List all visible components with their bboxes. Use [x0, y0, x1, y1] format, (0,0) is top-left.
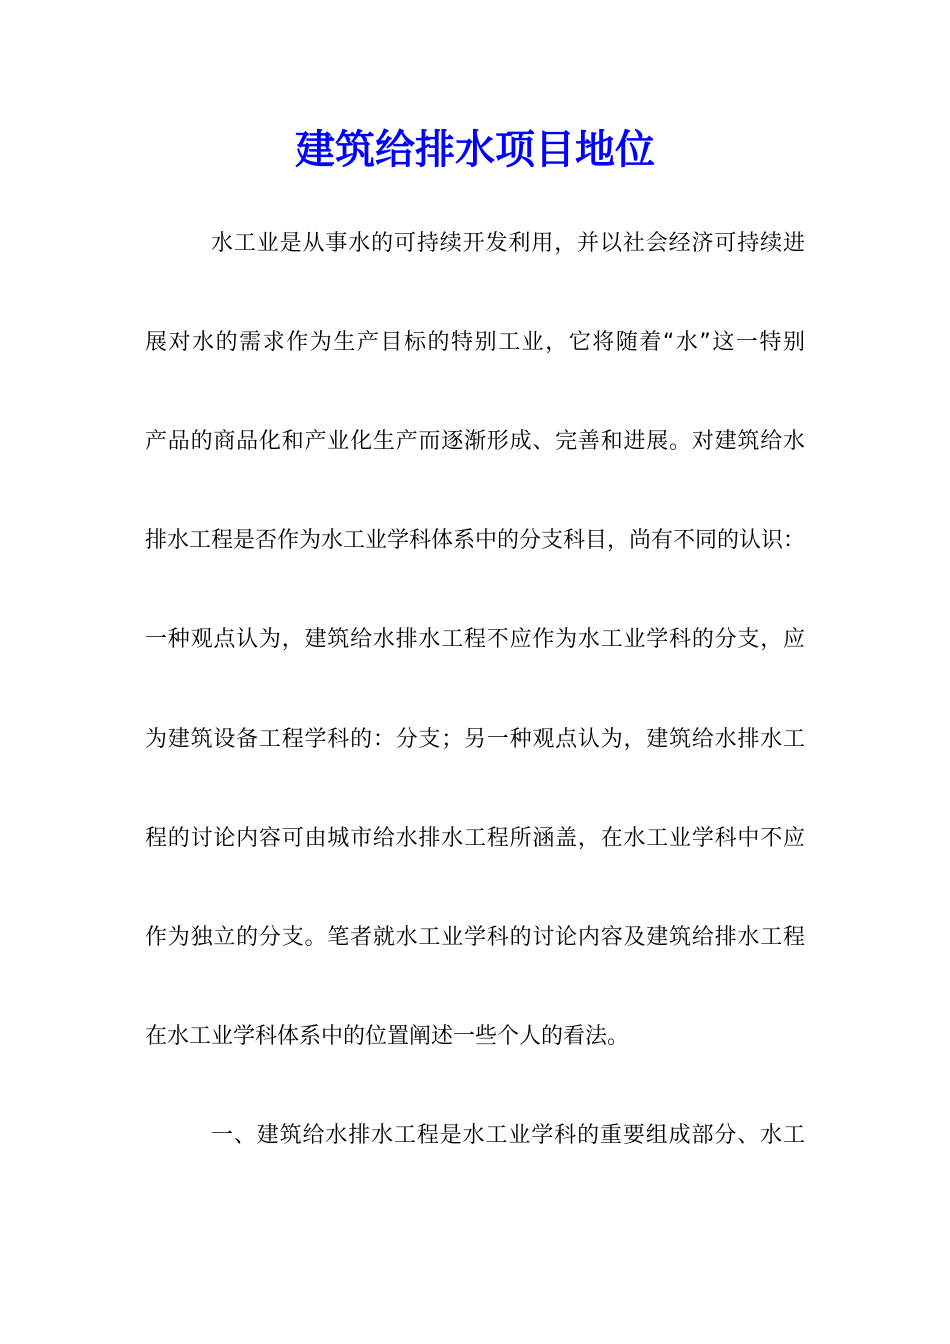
- paragraph-line: 排水工程是否作为水工业学科体系中的分支科目，尚有不同的认识：: [145, 528, 806, 553]
- paragraph-line: 展对水的需求作为生产目标的特别工业，它将随着“水”这一特别: [145, 330, 805, 355]
- paragraph-line: 产品的商品化和产业化生产而逐渐形成、完善和进展。对建筑给水: [145, 429, 805, 454]
- section-heading-line: 一、建筑给水排水工程是水工业学科的重要组成部分、水工: [211, 1123, 805, 1148]
- paragraph-line: 一种观点认为，建筑给水排水工程不应作为水工业学科的分支，应: [145, 627, 805, 652]
- paragraph-line: 在水工业学科体系中的位置阐述一些个人的看法。: [145, 1024, 630, 1049]
- paragraph-line: 为建筑设备工程学科的：分支；另一种观点认为，建筑给水排水工: [145, 727, 805, 752]
- paragraph-line: 作为独立的分支。笔者就水工业学科的讨论内容及建筑给排水工程: [145, 925, 805, 950]
- paragraph-line: 程的讨论内容可由城市给水排水工程所涵盖，在水工业学科中不应: [145, 826, 805, 851]
- document-title: 建筑给排水项目地位: [295, 126, 655, 173]
- paragraph-line: 水工业是从事水的可持续开发利用，并以社会经济可持续进: [211, 231, 805, 256]
